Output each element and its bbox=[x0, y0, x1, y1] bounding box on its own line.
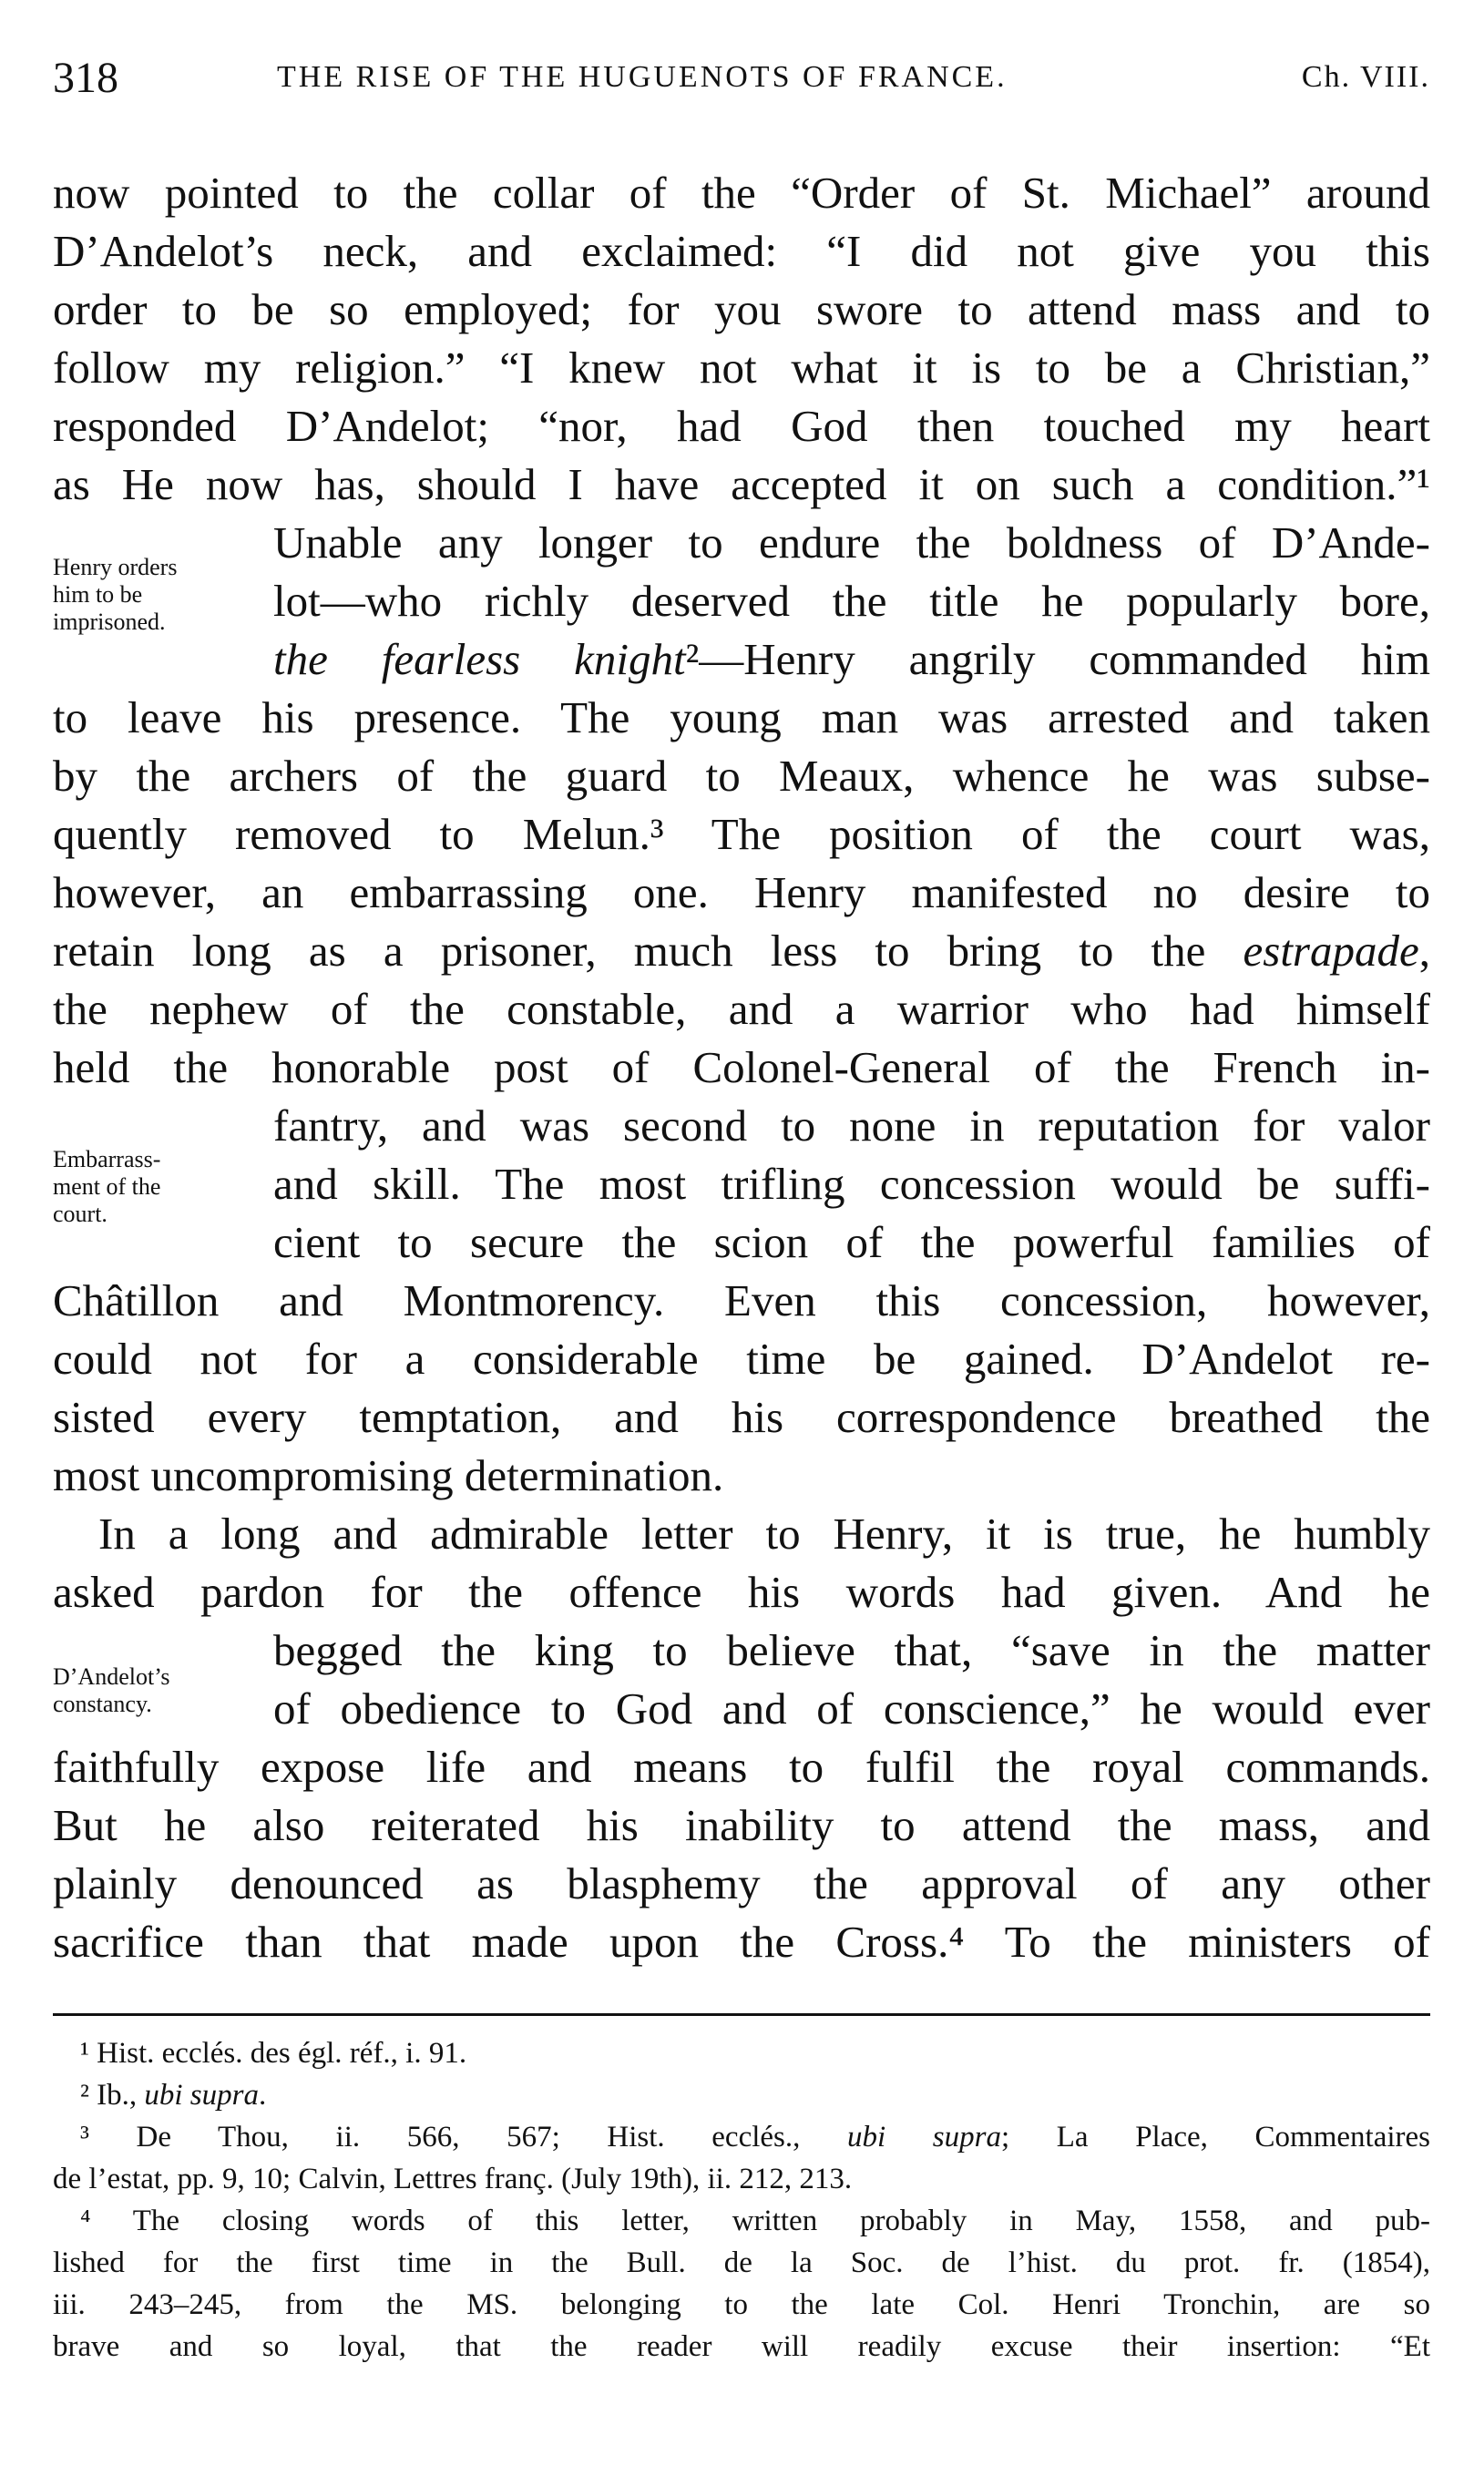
body-line: retain long as a prisoner, much less to bring to the estrapade, bbox=[53, 926, 1430, 976]
footnote-continued: lished for the first time in the Bull. de la Soc. de l’hist. du prot. fr. (1854), bbox=[53, 2246, 1430, 2279]
body-line: Unable any longer to endure the boldness of D’Ande- bbox=[273, 517, 1430, 568]
body-line: In a long and admirable letter to Henry, it is true, he humbly bbox=[98, 1509, 1430, 1559]
body-line: quently removed to Melun.³ The position of the court was, bbox=[53, 809, 1430, 859]
page-number: 318 bbox=[53, 54, 118, 102]
running-title: THE RISE OF THE HUGUENOTS OF FRANCE. bbox=[277, 60, 1008, 94]
sidenote-henry-orders: Henry orders him to be imprisoned. bbox=[53, 554, 178, 635]
body-line: the nephew of the constable, and a warrior who had himself bbox=[53, 984, 1430, 1034]
body-line: held the honorable post of Colonel-General of the French in- bbox=[53, 1042, 1430, 1092]
body-line: fantry, and was second to none in reputation for valor bbox=[273, 1100, 1430, 1151]
footnote-continued: de l’estat, pp. 9, 10; Calvin, Lettres franç. (July 19th), ii. 212, 213. bbox=[53, 2163, 853, 2195]
body-line: D’Andelot’s neck, and exclaimed: “I did not give you this bbox=[53, 226, 1430, 276]
sidenote-constancy: D’Andelot’s constancy. bbox=[53, 1663, 170, 1717]
running-header bbox=[53, 44, 1430, 117]
footnote: ³ De Thou, ii. 566, 567; Hist. ecclés., ubi supra; La Place, Commentaires bbox=[80, 2121, 1430, 2154]
body-line: sisted every temptation, and his correspondence breathed the bbox=[53, 1392, 1430, 1442]
body-line: now pointed to the collar of the “Order of St. Michael” around bbox=[53, 168, 1430, 218]
body-line: plainly denounced as blasphemy the approval of any other bbox=[53, 1858, 1430, 1908]
body-line: follow my religion.” “I knew not what it is to be a Christian,” bbox=[53, 343, 1430, 393]
body-line: and skill. The most trifling concession would be suffi- bbox=[273, 1159, 1430, 1209]
body-line: most uncompromising determination. bbox=[53, 1450, 724, 1500]
sidenote-embarrassment: Embarrass- ment of the court. bbox=[53, 1146, 161, 1227]
body-line: Châtillon and Montmorency. Even this concession, however, bbox=[53, 1275, 1430, 1325]
footnote-continued: brave and so loyal, that the reader will readily excuse their insertion: “Et bbox=[53, 2330, 1430, 2363]
body-line: could not for a considerable time be gained. D’Andelot re- bbox=[53, 1334, 1430, 1384]
chapter-label: Ch. VIII. bbox=[1301, 60, 1430, 94]
footnote-continued: iii. 243–245, from the MS. belonging to the late Col. Henri Tronchin, are so bbox=[53, 2288, 1430, 2321]
body-line: order to be so employed; for you swore to attend mass and to bbox=[53, 284, 1430, 334]
body-line: of obedience to God and of conscience,” he would ever bbox=[273, 1683, 1430, 1734]
body-line: however, an embarrassing one. Henry manifested no desire to bbox=[53, 867, 1430, 917]
body-line: as He now has, should I have accepted it on such a condition.”¹ bbox=[53, 459, 1430, 509]
footnote: ¹ Hist. ecclés. des égl. réf., i. 91. bbox=[80, 2037, 467, 2070]
body-line: to leave his presence. The young man was arrested and taken bbox=[53, 692, 1430, 742]
body-line: asked pardon for the offence his words had given. And he bbox=[53, 1567, 1430, 1617]
body-line: the fearless knight²—Henry angrily commanded him bbox=[273, 634, 1430, 684]
body-line: responded D’Andelot; “nor, had God then touched my heart bbox=[53, 401, 1430, 451]
body-line: cient to secure the scion of the powerful families of bbox=[273, 1217, 1430, 1267]
body-line: lot—who richly deserved the title he popularly bore, bbox=[273, 576, 1430, 626]
body-line: by the archers of the guard to Meaux, whence he was subse- bbox=[53, 751, 1430, 801]
footnote: ⁴ The closing words of this letter, written probably in May, 1558, and pub- bbox=[80, 2205, 1430, 2237]
footnote: ² Ib., ubi supra. bbox=[80, 2079, 267, 2112]
body-line: But he also reiterated his inability to attend the mass, and bbox=[53, 1800, 1430, 1850]
footnote-divider bbox=[53, 2013, 1430, 2016]
body-line: begged the king to believe that, “save in the matter bbox=[273, 1625, 1430, 1675]
body-line: faithfully expose life and means to fulfil the royal commands. bbox=[53, 1742, 1430, 1792]
body-line: sacrifice than that made upon the Cross.⁴ To the ministers of bbox=[53, 1917, 1430, 1967]
